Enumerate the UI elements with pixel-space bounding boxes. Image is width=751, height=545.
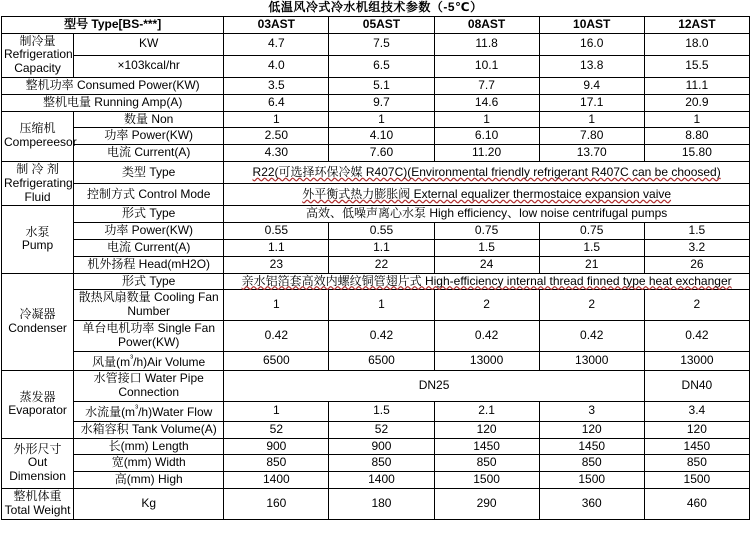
- cell-value: 1.5: [329, 401, 434, 421]
- label-running-amp: 整机电量 Running Amp(A): [2, 94, 224, 111]
- row-length: [2, 438, 750, 455]
- cell-value: 120: [539, 421, 644, 438]
- cell-value: 1: [224, 290, 329, 321]
- group-out-dimension: [2, 438, 74, 488]
- label-power: 功率 Power(KW): [74, 128, 224, 145]
- row-tank-volume: [2, 421, 750, 438]
- row-refrigeration-capacity-kw: [2, 33, 750, 55]
- row-water-flow: [2, 401, 750, 421]
- cell-value: 1: [539, 111, 644, 128]
- cell-value: 23: [224, 256, 329, 273]
- cell-value: 900: [224, 438, 329, 455]
- cell-value: 0.42: [539, 320, 644, 351]
- cell-value: 0.75: [434, 223, 539, 240]
- cell-value: 14.6: [434, 94, 539, 111]
- cell-value: 1: [224, 111, 329, 128]
- cell-value: 6500: [224, 351, 329, 371]
- type-label: 型号 Type[BS-***]: [2, 16, 224, 33]
- label-air-volume: [74, 351, 224, 371]
- cell-value: 15.5: [644, 55, 749, 77]
- group-label-en: Evaporator: [8, 403, 67, 418]
- row-pump-head: [2, 256, 750, 273]
- row-pump-current: [2, 239, 750, 256]
- cell-value: 13000: [539, 351, 644, 371]
- label-current: 电流 Current(A): [74, 239, 224, 256]
- label-air-volume-pre: 风量(m: [92, 354, 131, 369]
- cell-control-mode: 外平衡式热力膨胀阀 External equalizer thermostaice expansion vaive: [224, 184, 750, 206]
- page-title: 低温风冷式冷水机组技术参数（-5℃）: [268, 0, 483, 14]
- label-water-pipe: 水管接口 Water Pipe Connection: [74, 371, 224, 402]
- cell-value: 1: [434, 111, 539, 128]
- cell-value: 52: [329, 421, 434, 438]
- cell-value: 0.75: [539, 223, 644, 240]
- row-condenser-type: [2, 273, 750, 290]
- cell-value: 26: [644, 256, 749, 273]
- cell-pump-type: 高效、低噪声离心水泵 High efficiency、low noise centrifugal pumps: [224, 206, 750, 223]
- model-03ast: 03AST: [224, 16, 329, 33]
- label-consumed-power: 整机功率 Consumed Power(KW): [2, 77, 224, 94]
- cell-value: 900: [329, 438, 434, 455]
- group-label-en: Refrigeration Capacity: [4, 47, 73, 76]
- cell-value: 11.20: [434, 145, 539, 162]
- label-length: 长(mm) Length: [74, 438, 224, 455]
- cell-value: 1400: [329, 472, 434, 489]
- cell-value: 9.7: [329, 94, 434, 111]
- group-label-en: Compereesor: [4, 135, 77, 150]
- label-water-flow-pre: 水流量(m: [85, 404, 136, 419]
- cell-value: 11.8: [434, 33, 539, 55]
- label-air-volume-post: /h)Air Volume: [133, 354, 206, 369]
- cell-value: 290: [434, 488, 539, 519]
- cell-value: 2.50: [224, 128, 329, 145]
- label-high: 高(mm) High: [74, 472, 224, 489]
- cell-value: 10.1: [434, 55, 539, 77]
- group-label-cn: 制冷量: [19, 33, 56, 48]
- cell-value: 1450: [434, 438, 539, 455]
- cell-value: 20.9: [644, 94, 749, 111]
- row-fan-power: [2, 320, 750, 351]
- cell-value: 360: [539, 488, 644, 519]
- cell-value: 1: [329, 111, 434, 128]
- cell-value: 6.5: [329, 55, 434, 77]
- label-head: 机外扬程 Head(mH2O): [74, 256, 224, 273]
- cell-value: 2.1: [434, 401, 539, 421]
- row-compressor-qty: [2, 111, 750, 128]
- cell-value: 13.70: [539, 145, 644, 162]
- cell-value: 17.1: [539, 94, 644, 111]
- label-kg: Kg: [74, 488, 224, 519]
- cell-value: 4.10: [329, 128, 434, 145]
- cell-value: 850: [539, 455, 644, 472]
- group-label-cn: 制 冷 剂: [16, 161, 59, 176]
- group-label-en: Pump: [21, 238, 54, 253]
- cell-value: 0.42: [329, 320, 434, 351]
- cell-value: 7.60: [329, 145, 434, 162]
- label-width: 宽(mm) Width: [74, 455, 224, 472]
- cell-value: 11.1: [644, 77, 749, 94]
- superscript-cube: ³: [130, 352, 134, 363]
- model-10ast: 10AST: [539, 16, 644, 33]
- model-05ast: 05AST: [329, 16, 434, 33]
- row-width: [2, 455, 750, 472]
- label-quantity: 数量 Non: [74, 111, 224, 128]
- cell-value: 7.7: [434, 77, 539, 94]
- group-label-cn: 压缩机: [19, 121, 56, 136]
- superscript-cube: ³: [135, 402, 139, 413]
- cell-value: 2: [539, 290, 644, 321]
- row-control-mode: [2, 184, 750, 206]
- cell-value: 0.42: [224, 320, 329, 351]
- cell-value: 850: [434, 455, 539, 472]
- cell-water-pipe-dn40: DN40: [644, 371, 749, 402]
- cell-water-pipe-dn25: DN25: [224, 371, 645, 402]
- cell-value: 850: [329, 455, 434, 472]
- cell-value: 0.55: [329, 223, 434, 240]
- cell-value: 24: [434, 256, 539, 273]
- group-label-cn: 蒸发器: [19, 389, 56, 404]
- label-type: 类型 Type: [74, 161, 224, 183]
- cell-value: 120: [434, 421, 539, 438]
- row-total-weight: [2, 488, 750, 519]
- group-label-cn: 冷凝器: [19, 307, 56, 322]
- label-fan-number: 散热风扇数量 Cooling Fan Number: [74, 290, 224, 321]
- group-label-cn: 外形尺寸: [13, 441, 62, 456]
- cell-value: 1.1: [329, 239, 434, 256]
- cell-value: 1500: [539, 472, 644, 489]
- cell-value: 0.55: [224, 223, 329, 240]
- cell-value: 5.1: [329, 77, 434, 94]
- cell-value: 1.5: [434, 239, 539, 256]
- cell-value: 6.4: [224, 94, 329, 111]
- cell-value: 1.5: [644, 223, 749, 240]
- group-pump: [2, 206, 74, 273]
- cell-value: 180: [329, 488, 434, 519]
- cell-value: 1450: [539, 438, 644, 455]
- cell-value: 0.42: [644, 320, 749, 351]
- label-current: 电流 Current(A): [74, 145, 224, 162]
- group-total-weight: 整机体重 Total Weight: [2, 488, 74, 519]
- cell-value: 2: [434, 290, 539, 321]
- cell-value: 3.5: [224, 77, 329, 94]
- cell-value: 9.4: [539, 77, 644, 94]
- cell-value: 8.80: [644, 128, 749, 145]
- cell-value: 7.80: [539, 128, 644, 145]
- cell-value: 1.5: [539, 239, 644, 256]
- model-12ast: 12AST: [644, 16, 749, 33]
- title-row: [2, 0, 750, 16]
- label-power: 功率 Power(KW): [74, 223, 224, 240]
- row-pump-power: [2, 223, 750, 240]
- cell-value: 1: [644, 111, 749, 128]
- cell-value: 1500: [644, 472, 749, 489]
- header-row: [2, 16, 750, 33]
- group-label-en: Condenser: [8, 320, 67, 335]
- cell-value: 4.7: [224, 33, 329, 55]
- label-fan-power: 单台电机功率 Single Fan Power(KW): [74, 320, 224, 351]
- row-compressor-power: [2, 128, 750, 145]
- label-control-mode: 控制方式 Control Mode: [74, 184, 224, 206]
- unit-kw: KW: [74, 33, 224, 55]
- row-consumed-power: [2, 77, 750, 94]
- label-form-type: 形式 Type: [74, 206, 224, 223]
- cell-value: 3: [539, 401, 644, 421]
- cell-value: 13000: [644, 351, 749, 371]
- cell-value: 15.80: [644, 145, 749, 162]
- group-compressor: [2, 111, 77, 161]
- cell-value: 52: [224, 421, 329, 438]
- cell-value: 16.0: [539, 33, 644, 55]
- cell-value: 0.42: [434, 320, 539, 351]
- model-08ast: 08AST: [434, 16, 539, 33]
- cell-value: 3.4: [644, 401, 749, 421]
- group-label-cn: 水泵: [25, 224, 50, 239]
- unit-kcal: ×103kcal/hr: [74, 55, 224, 77]
- cell-value: 850: [644, 455, 749, 472]
- cell-value: 13.8: [539, 55, 644, 77]
- label-water-flow: [74, 401, 224, 421]
- cell-value: 1400: [224, 472, 329, 489]
- row-refrigeration-capacity-kcal: [2, 55, 750, 77]
- cell-value: 1: [224, 401, 329, 421]
- group-evaporator: [2, 371, 74, 438]
- label-water-flow-post: /h)Water Flow: [138, 404, 213, 419]
- cell-value: 22: [329, 256, 434, 273]
- cell-value: 18.0: [644, 33, 749, 55]
- row-air-volume: [2, 351, 750, 371]
- cell-value: 4.0: [224, 55, 329, 77]
- cell-condenser-type: 亲水铝箔套高效内螺纹铜管翅片式 High-efficiency internal thread finned type heat exchanger: [224, 273, 750, 290]
- cell-value: 1.1: [224, 239, 329, 256]
- row-pump-type: [2, 206, 750, 223]
- cell-value: 160: [224, 488, 329, 519]
- row-refrigerant-type: [2, 161, 750, 183]
- cell-value: 13000: [434, 351, 539, 371]
- label-tank-volume: 水箱容积 Tank Volume(A): [74, 421, 224, 438]
- cell-value: 1500: [434, 472, 539, 489]
- group-label-en: Out Dimension: [9, 455, 66, 484]
- group-condenser: [2, 273, 74, 371]
- cell-value: 6.10: [434, 128, 539, 145]
- group-refrigeration-capacity: [2, 33, 74, 77]
- cell-value: 7.5: [329, 33, 434, 55]
- specification-table: [1, 0, 750, 520]
- cell-refrigerant-type: R22(可选择环保冷媒 R407C)(Environmental friendly refrigerant R407C can be choosed): [224, 161, 750, 183]
- row-height: [2, 472, 750, 489]
- cell-value: 21: [539, 256, 644, 273]
- group-label-en: Refrigerating Fluid: [4, 175, 73, 204]
- group-refrigerating-fluid: [2, 161, 74, 205]
- label-form-type: 形式 Type: [74, 273, 224, 290]
- row-compressor-current: [2, 145, 750, 162]
- cell-value: 3.2: [644, 239, 749, 256]
- cell-value: 6500: [329, 351, 434, 371]
- cell-value: 850: [224, 455, 329, 472]
- row-water-pipe: [2, 371, 750, 402]
- row-fan-number: [2, 290, 750, 321]
- row-running-amp: [2, 94, 750, 111]
- cell-value: 120: [644, 421, 749, 438]
- cell-value: 2: [644, 290, 749, 321]
- cell-value: 460: [644, 488, 749, 519]
- cell-value: 1: [329, 290, 434, 321]
- cell-value: 1450: [644, 438, 749, 455]
- cell-value: 4.30: [224, 145, 329, 162]
